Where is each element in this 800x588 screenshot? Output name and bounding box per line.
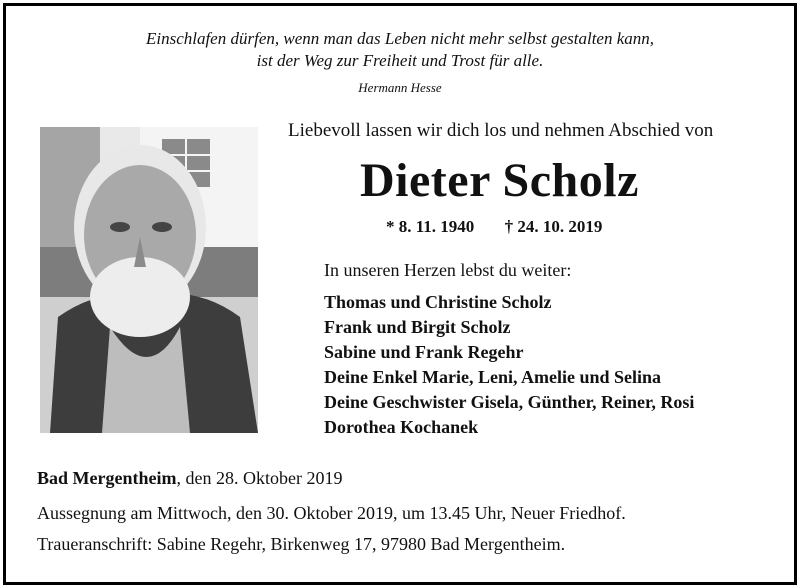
life-dates bbox=[386, 217, 628, 237]
birth-date: * 8. 11. 1940 bbox=[386, 217, 475, 236]
deceased-name: Dieter Scholz bbox=[360, 154, 639, 207]
quote-author: Hermann Hesse bbox=[358, 80, 442, 95]
service-info: Aussegnung am Mittwoch, den 30. Oktober 2019, um 13.45 Uhr, Neuer Friedhof. bbox=[37, 503, 626, 523]
quote bbox=[0, 28, 800, 72]
heart-text: In unseren Herzen lebst du weiter: bbox=[324, 260, 572, 280]
mourner-line: Frank und Birgit Scholz bbox=[324, 317, 511, 337]
condolence-address: Traueranschrift: Sabine Regehr, Birkenweg 17, 97980 Bad Mergentheim. bbox=[37, 534, 566, 554]
quote-line-1: Einschlafen dürfen, wenn man das Leben nicht mehr selbst gestalten kann, bbox=[145, 29, 655, 48]
mourners-list bbox=[324, 290, 694, 440]
death-date: † 24. 10. 2019 bbox=[504, 217, 603, 236]
place-date bbox=[37, 468, 342, 489]
mourner-line: Sabine und Frank Regehr bbox=[324, 342, 524, 362]
quote-line-2: ist der Weg zur Freiheit und Trost für alle. bbox=[256, 51, 544, 70]
place-date-text: , den 28. Oktober 2019 bbox=[176, 468, 343, 488]
place-city: Bad Mergentheim bbox=[37, 468, 177, 488]
mourner-line: Deine Enkel Marie, Leni, Amelie und Selina bbox=[324, 367, 662, 387]
mourner-line: Deine Geschwister Gisela, Günther, Reiner, Rosi bbox=[324, 392, 695, 412]
mourner-line: Thomas und Christine Scholz bbox=[324, 292, 552, 312]
mourner-line: Dorothea Kochanek bbox=[324, 417, 479, 437]
portrait-photo bbox=[40, 127, 258, 433]
farewell-text: Liebevoll lassen wir dich los und nehmen Abschied von bbox=[288, 120, 714, 141]
